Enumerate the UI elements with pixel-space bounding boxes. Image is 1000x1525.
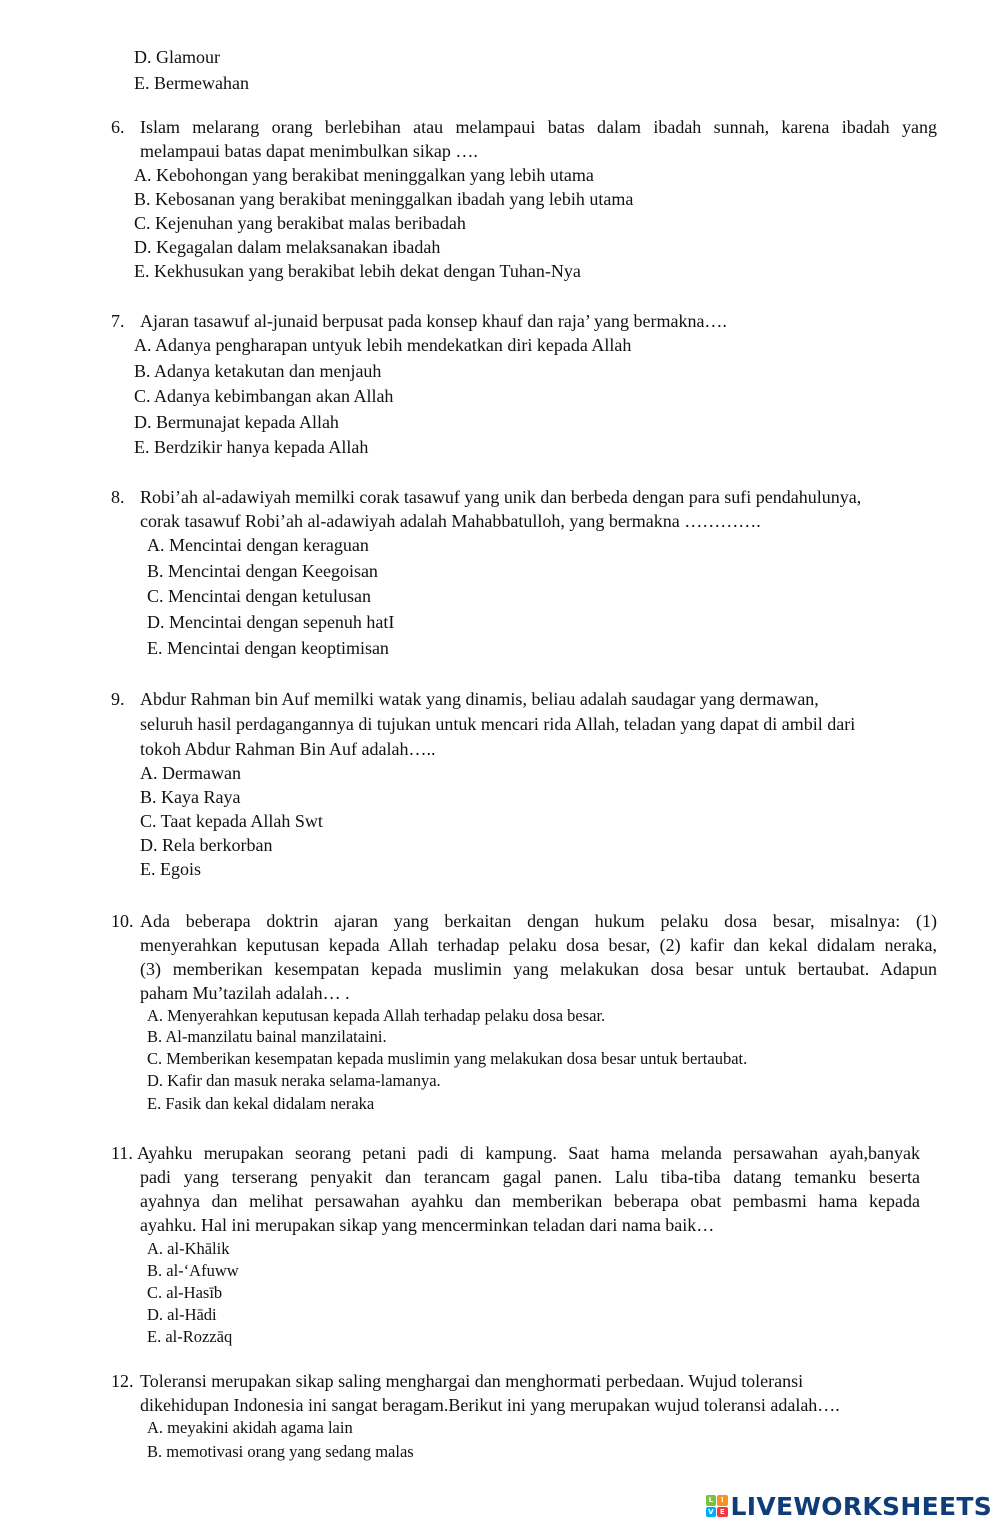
- q9-option-b: B. Kaya Raya: [140, 787, 241, 807]
- q8-text-line-2: corak tasawuf Robi’ah al-adawiyah adalah Mahabbatulloh, yang bermakna ………….: [140, 511, 761, 531]
- q8-option-c: C. Mencintai dengan ketulusan: [147, 586, 371, 606]
- q10-option-e: E. Fasik dan kekal didalam neraka: [147, 1094, 375, 1113]
- q9-text-line-2: seluruh hasil perdagangannya di tujukan untuk mencari rida Allah, teladan yang dapat di ambil dari: [140, 714, 856, 734]
- q10-text-line-4: paham Mu’tazilah adalah… .: [140, 983, 350, 1003]
- liveworksheets-watermark: [706, 1491, 992, 1521]
- q7-option-c: C. Adanya kebimbangan akan Allah: [134, 386, 394, 406]
- q11-text-line-2: padi yang terserang penyakit dan terancam gagal panen. Lalu tiba-tiba datang temanku beserta: [140, 1167, 920, 1187]
- q9-option-e: E. Egois: [140, 859, 201, 879]
- logo-tile-orange: I: [717, 1495, 728, 1506]
- q7-number: 7.: [111, 311, 125, 331]
- q6-number: 6.: [111, 117, 125, 137]
- q12-option-a: A. meyakini akidah agama lain: [147, 1418, 353, 1437]
- q8-option-e: E. Mencintai dengan keoptimisan: [147, 638, 389, 658]
- q11-option-e: E. al-Rozzāq: [147, 1327, 233, 1346]
- q11-text-line-4: ayahku. Hal ini merupakan sikap yang mencerminkan teladan dari nama baik…: [140, 1215, 715, 1235]
- logo-tile-red: E: [717, 1507, 728, 1518]
- q9-text-line-3: tokoh Abdur Rahman Bin Auf adalah…..: [140, 739, 436, 759]
- q11-text-line-3: ayahnya dan melihat persawahan ayahku dan memberikan beberapa obat pembasmi hama kepada: [140, 1191, 920, 1211]
- q7-option-e: E. Berdzikir hanya kepada Allah: [134, 437, 369, 457]
- q10-option-c: C. Memberikan kesempatan kepada muslimin yang melakukan dosa besar untuk bertaubat.: [147, 1049, 748, 1068]
- q12-text-line-2: dikehidupan Indonesia ini sangat beragam.Berikut ini yang merupakan wujud toleransi adalah….: [140, 1395, 840, 1415]
- q6-option-d: D. Kegagalan dalam melaksanakan ibadah: [134, 237, 441, 257]
- q11-option-b: B. al-‘Afuww: [147, 1261, 239, 1280]
- q11-number: 11.: [111, 1143, 133, 1163]
- logo-tile-green: L: [706, 1495, 717, 1506]
- q10-number: 10.: [111, 911, 134, 931]
- q10-text-line-1: Ada beberapa doktrin ajaran yang berkaitan dengan hukum pelaku dosa besar, misalnya: (1): [140, 911, 937, 931]
- q12-number: 12.: [111, 1371, 134, 1391]
- q11-text-line-1: Ayahku merupakan seorang petani padi di kampung. Saat hama melanda persawahan ayah,banyak: [137, 1143, 920, 1163]
- q11-option-c: C. al-Hasīb: [147, 1283, 223, 1302]
- q9-option-a: A. Dermawan: [140, 763, 241, 783]
- q11-option-d: D. al-Hādi: [147, 1305, 217, 1324]
- q5-option-e: E. Bermewahan: [134, 73, 249, 93]
- q8-option-a: A. Mencintai dengan keraguan: [147, 535, 369, 555]
- q6-option-a: A. Kebohongan yang berakibat meninggalkan yang lebih utama: [134, 165, 594, 185]
- q11-option-a: A. al-Khālik: [147, 1239, 230, 1258]
- q9-text-line-1: Abdur Rahman bin Auf memilki watak yang dinamis, beliau adalah saudagar yang dermawan,: [140, 689, 819, 709]
- q6-option-e: E. Kekhusukan yang berakibat lebih dekat dengan Tuhan-Nya: [134, 261, 581, 281]
- q10-text-line-2: menyerahkan keputusan kepada Allah terhadap pelaku dosa besar, (2) kafir dan kekal didalam neraka,: [140, 935, 937, 955]
- q10-option-a: A. Menyerahkan keputusan kepada Allah terhadap pelaku dosa besar.: [147, 1006, 606, 1025]
- q7-option-b: B. Adanya ketakutan dan menjauh: [134, 361, 382, 381]
- q6-text-line-2: melampaui batas dapat menimbulkan sikap ….: [140, 141, 478, 161]
- q12-option-b: B. memotivasi orang yang sedang malas: [147, 1442, 414, 1461]
- q5-option-d: D. Glamour: [134, 47, 220, 67]
- q6-text-line-1: Islam melarang orang berlebihan atau melampaui batas dalam ibadah sunnah, karena ibadah yang: [140, 117, 937, 137]
- q9-option-c: C. Taat kepada Allah Swt: [140, 811, 323, 831]
- q9-option-d: D. Rela berkorban: [140, 835, 273, 855]
- q9-number: 9.: [111, 689, 125, 709]
- q6-option-c: C. Kejenuhan yang berakibat malas beribadah: [134, 213, 466, 233]
- q10-text-line-3: (3) memberikan kesempatan kepada muslimin yang melakukan dosa besar untuk bertaubat. Adapun: [140, 959, 937, 979]
- q8-option-b: B. Mencintai dengan Keegoisan: [147, 561, 378, 581]
- q10-option-b: B. Al-manzilatu bainal manzilataini.: [147, 1027, 387, 1046]
- liveworksheets-logo-icon: [706, 1495, 728, 1517]
- liveworksheets-logo-text: LIVEWORKSHEETS: [730, 1491, 992, 1521]
- q12-text-line-1: Toleransi merupakan sikap saling menghargai dan menghormati perbedaan. Wujud toleransi: [140, 1371, 804, 1391]
- q7-option-d: D. Bermunajat kepada Allah: [134, 412, 339, 432]
- q8-number: 8.: [111, 487, 125, 507]
- q7-option-a: A. Adanya pengharapan untyuk lebih mendekatkan diri kepada Allah: [134, 335, 632, 355]
- logo-tile-blue: V: [706, 1507, 717, 1518]
- q7-text-line-1: Ajaran tasawuf al-junaid berpusat pada konsep khauf dan raja’ yang bermakna….: [140, 311, 727, 331]
- q8-option-d: D. Mencintai dengan sepenuh hatI: [147, 612, 395, 632]
- q8-text-line-1: Robi’ah al-adawiyah memilki corak tasawuf yang unik dan berbeda dengan para sufi pendahulunya,: [140, 487, 862, 507]
- q6-option-b: B. Kebosanan yang berakibat meninggalkan ibadah yang lebih utama: [134, 189, 634, 209]
- q10-option-d: D. Kafir dan masuk neraka selama-lamanya.: [147, 1071, 441, 1090]
